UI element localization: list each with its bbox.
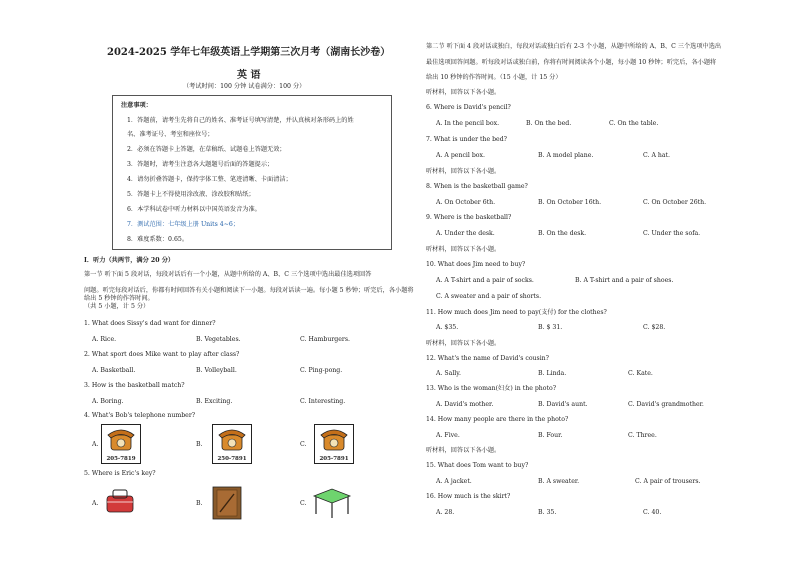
notice-item: 3．答题时，请考生注意各大题题号后面的答题提示； — [127, 161, 274, 168]
option-8b: B. On October 16th. — [538, 199, 602, 206]
option-16b: B. 35. — [538, 509, 557, 516]
listen-prompt: 听材料，回答以下各小题。 — [426, 89, 501, 96]
option-5a-label: A. — [92, 500, 99, 507]
question-14: 14. How many people are there in the photo? — [426, 416, 569, 423]
option-7a: A. A pencil box. — [436, 152, 485, 159]
option-4b-label: B. — [196, 441, 203, 448]
section2-instructions: 给出 10 秒钟的作答时间。（15 小题，计 15 分） — [426, 74, 562, 81]
book-icon — [208, 484, 246, 522]
phone-number-c: 205-7891 — [319, 456, 349, 462]
option-11b: B. $ 31. — [538, 324, 563, 331]
question-15: 15. What does Tom want to buy? — [426, 462, 529, 469]
phone-number-a: 205-7819 — [106, 456, 136, 462]
option-3b: B. Exciting. — [196, 398, 233, 405]
option-14a: A. Five. — [436, 432, 460, 439]
option-1a: A. Rice. — [92, 336, 117, 343]
option-5b-label: B. — [196, 500, 203, 507]
telephone-image-b — [212, 424, 252, 464]
option-15b: B. A sweater. — [538, 478, 580, 485]
notice-box — [112, 95, 392, 250]
question-13: 13. Who is the woman(妇女) in the photo? — [426, 385, 557, 392]
option-3c: C. Interesting. — [300, 398, 346, 405]
table-image — [310, 484, 348, 520]
telephone-icon — [213, 425, 251, 455]
exam-title: 2024-2025 学年七年级英语上学期第三次月考（湖南长沙卷） — [107, 47, 391, 58]
question-12: 12. What's the name of David's cousin? — [426, 355, 549, 362]
option-1b: B. Vegetables. — [196, 336, 241, 343]
option-3a: A. Boring. — [92, 398, 124, 405]
option-16a: A. 28. — [436, 509, 455, 516]
option-7c: C. A hat. — [643, 152, 671, 159]
option-4c-label: C. — [300, 441, 307, 448]
option-15a: A. A jacket. — [436, 478, 472, 485]
option-13b: B. David's aunt. — [538, 401, 588, 408]
section2-instructions: 第二节 听下面 4 段对话或独白，每段对话或独白后有 2-3 个小题，从题中所给的 A、B、C 三个选项中选出 — [426, 43, 722, 50]
question-4: 4. What's Bob's telephone number? — [84, 412, 196, 419]
option-1c: C. Hamburgers. — [300, 336, 351, 343]
option-8c: C. On October 26th. — [643, 199, 707, 206]
question-9: 9. Where is the basketball? — [426, 214, 512, 221]
phone-number-b: 250-7891 — [217, 456, 247, 462]
section2-instructions: 最佳选项回答问题。听每段对话或独白前，你将有时间阅读各个小题，每小题 10 秒钟；听完后，各小题将 — [426, 59, 717, 66]
notice-item-scope: 7．测试范围：七年级上册 Units 4~6； — [127, 221, 240, 228]
section1-instructions: 第一节 听下面 5 段对话，每段对话后有一个小题，从题中所给的 A、B、C 三个选项中选出最佳选项回答 — [84, 271, 372, 278]
notice-item: 名、准考证号、考室和座位号； — [127, 131, 214, 138]
notice-item: 4．请勿折叠答题卡，保持字体工整、笔迹清晰、卡面清洁； — [127, 176, 292, 183]
option-16c: C. 40. — [643, 509, 662, 516]
part1-heading: I．听力（共两节，满分 20 分） — [84, 257, 175, 264]
notice-item: 8．难度系数：0.65。 — [127, 236, 189, 243]
question-3: 3. How is the basketball match? — [84, 382, 185, 389]
table-icon — [310, 484, 354, 520]
option-5c-label: C. — [300, 500, 307, 507]
option-11a: A. $35. — [436, 324, 459, 331]
notice-heading: 注意事项： — [121, 102, 152, 109]
listen-prompt: 听材料，回答以下各小题。 — [426, 168, 501, 175]
subject-title: 英 语 — [237, 70, 261, 81]
listen-prompt: 听材料，回答以下各小题。 — [426, 447, 501, 454]
question-11: 11. How much does Jim need to pay(支付) for the clothes? — [426, 309, 607, 316]
section1-instructions: 问题。听完每段对话后，你都有时间回答有关小题和阅读下一小题。每段对话读一遍。每小题 5 秒钟；听完后，各小题将给出 5 秒钟的作答时间。 — [84, 287, 414, 302]
question-5: 5. Where is Eric's key? — [84, 470, 156, 477]
option-12a: A. Sally. — [436, 370, 461, 377]
telephone-icon — [102, 425, 140, 455]
question-1: 1. What does Sissy's dad want for dinner? — [84, 320, 216, 327]
notice-item: 5．答题卡上不得使用涂改液、涂改胶和贴纸； — [127, 191, 255, 198]
option-12b: B. Linda. — [538, 370, 567, 377]
question-6: 6. Where is David's pencil? — [426, 104, 511, 111]
question-16: 16. How much is the skirt? — [426, 493, 511, 500]
option-13a: A. David's mother. — [436, 401, 494, 408]
pencil-case-icon — [101, 484, 139, 520]
pencil-case-image — [101, 484, 139, 520]
option-4a-label: A. — [92, 441, 99, 448]
telephone-image-c — [314, 424, 354, 464]
question-8: 8. When is the basketball game? — [426, 183, 528, 190]
option-10a: A. A T-shirt and a pair of socks. — [436, 277, 534, 284]
option-6a: A. In the pencil box. — [436, 120, 500, 127]
option-14b: B. Four. — [538, 432, 563, 439]
listen-prompt: 听材料，回答以下各小题。 — [426, 246, 501, 253]
option-13c: C. David's grandmother. — [628, 401, 704, 408]
option-6b: B. On the bed. — [526, 120, 572, 127]
option-15c: C. A pair of trousers. — [635, 478, 701, 485]
section1-instructions: （共 5 小题，计 5 分） — [84, 303, 150, 310]
listen-prompt: 听材料，回答以下各小题。 — [426, 340, 501, 347]
option-9c: C. Under the sofa. — [643, 230, 701, 237]
question-10: 10. What does Jim need to buy? — [426, 261, 526, 268]
notice-item: 1．答题前，请考生先将自己的姓名、准考证号填写清楚，并认真核对条形码上的姓 — [127, 117, 354, 124]
notice-item: 6．本学科试卷中听力材料以中国英语发音为准。 — [127, 206, 261, 213]
option-14c: C. Three. — [628, 432, 657, 439]
option-7b: B. A model plane. — [538, 152, 594, 159]
option-10b: B. A T-shirt and a pair of shoes. — [575, 277, 674, 284]
option-8a: A. On October 6th. — [436, 199, 496, 206]
notice-item: 2．必须在答题卡上答题，在草稿纸、试题卷上答题无效； — [127, 146, 286, 153]
telephone-icon — [315, 425, 353, 455]
option-2b: B. Volleyball. — [196, 367, 237, 374]
option-11c: C. $28. — [643, 324, 666, 331]
option-2a: A. Basketball. — [92, 367, 136, 374]
option-12c: C. Kate. — [628, 370, 653, 377]
option-9b: B. On the desk. — [538, 230, 587, 237]
question-2: 2. What sport does Mike want to play after class? — [84, 351, 240, 358]
option-2c: C. Ping-pong. — [300, 367, 343, 374]
book-image — [208, 484, 246, 520]
option-6c: C. On the table. — [609, 120, 659, 127]
option-10c: C. A sweater and a pair of shorts. — [436, 293, 542, 300]
exam-info: （考试时间：100 分钟 试卷满分：100 分） — [183, 83, 306, 90]
option-9a: A. Under the desk. — [436, 230, 495, 237]
question-7: 7. What is under the bed? — [426, 136, 507, 143]
telephone-image-a — [101, 424, 141, 464]
